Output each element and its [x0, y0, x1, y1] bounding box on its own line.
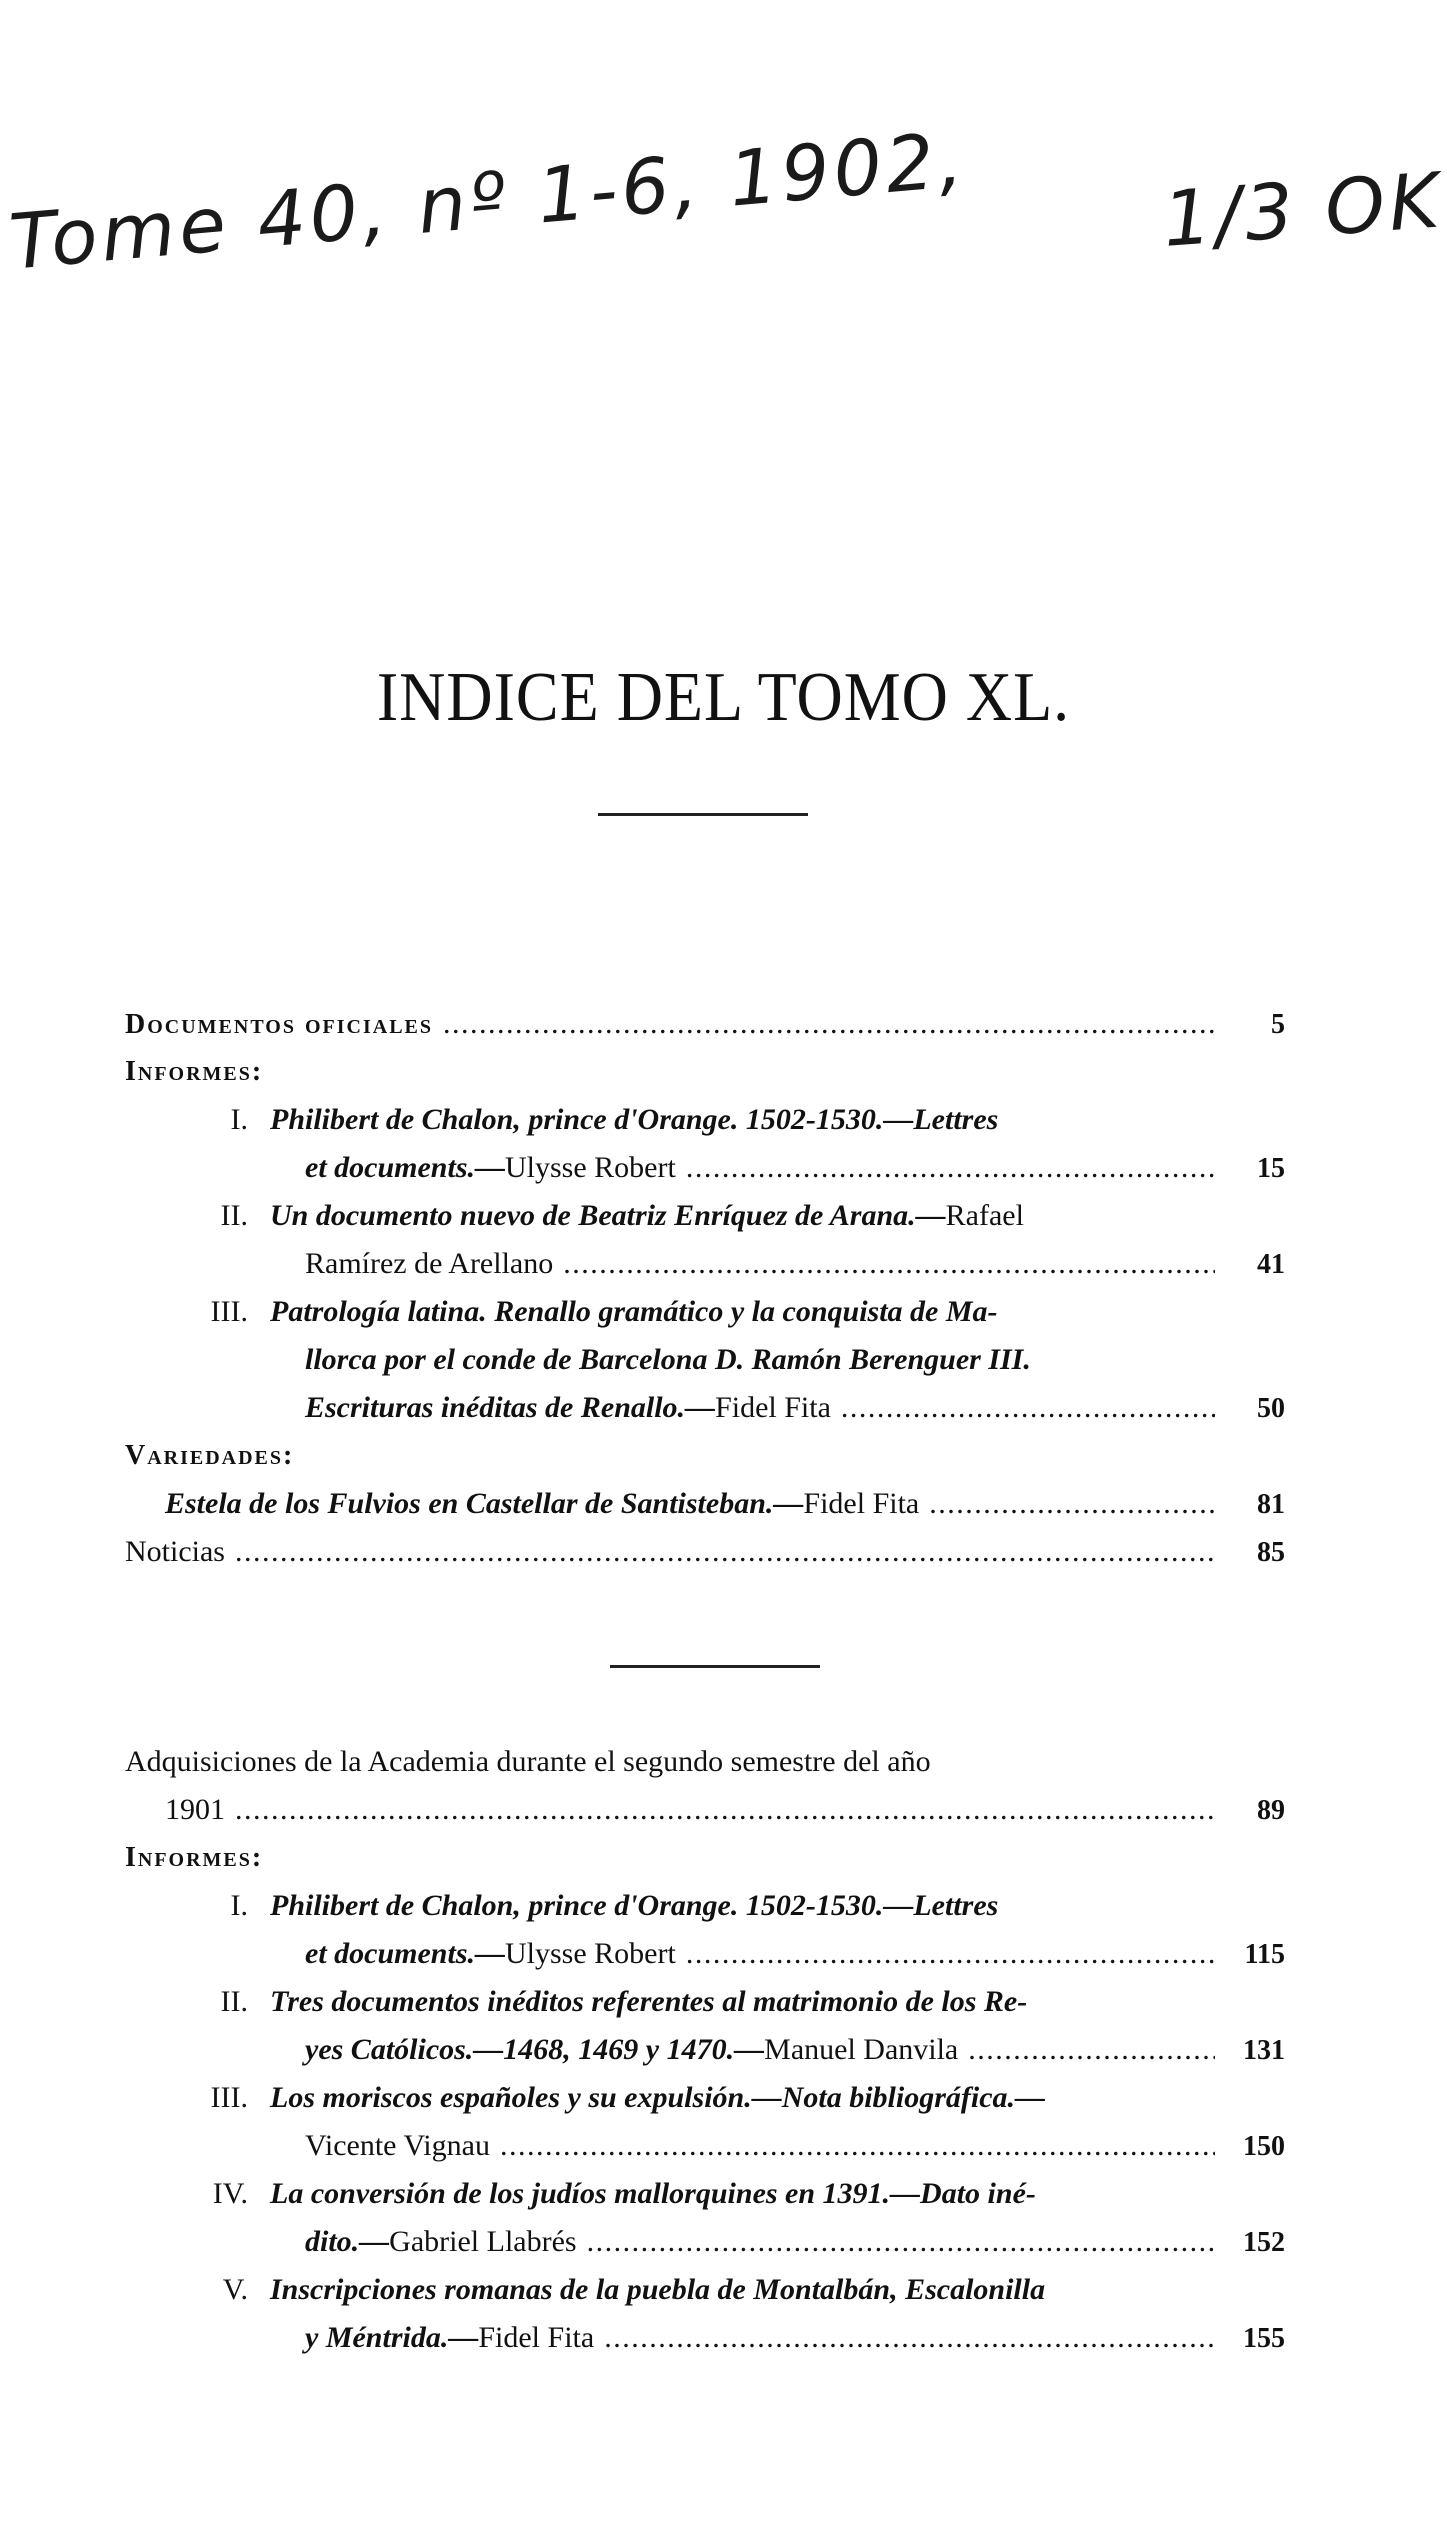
entry-author: Ramírez de Arellano [305, 1247, 554, 1280]
entry-title: Noticias [125, 1535, 225, 1568]
section-divider [610, 1665, 820, 1668]
toc-entry-cont [125, 2218, 1285, 2266]
dot-leader [604, 2314, 1215, 2362]
handwritten-annotation-right: 1/3 OK [1160, 155, 1446, 264]
dot-leader [563, 1240, 1215, 1288]
toc-entry-cont [125, 1930, 1285, 1978]
page-number: 150 [1243, 2131, 1285, 2162]
title-divider [598, 813, 808, 816]
entry-author: Fidel Fita [803, 1487, 920, 1520]
section-label: Variedades: [125, 1440, 295, 1471]
entry-number: I. [230, 1889, 248, 1922]
page-title: INDICE DEL TOMO XL. [376, 657, 1071, 736]
entry-author: Manuel Danvila [764, 2033, 959, 2066]
dot-leader [929, 1480, 1215, 1528]
entry-title: Tres documentos inéditos referentes al matrimonio de los Re- [270, 1985, 1028, 2018]
dot-leader [500, 2122, 1215, 2170]
entry-author: Ulysse Robert [505, 1937, 676, 1970]
entry-number: I. [230, 1103, 248, 1136]
toc-entry [125, 1096, 1285, 1144]
page-number: 5 [1271, 1009, 1285, 1040]
toc-section-1 [125, 1000, 1285, 1576]
toc-section-2 [125, 1738, 1285, 2362]
entry-title: Estela de los Fulvios en Castellar de Santisteban.— [165, 1487, 804, 1520]
toc-entry [125, 1978, 1285, 2026]
page-number: 155 [1243, 2323, 1285, 2354]
entry-title: Adquisiciones de la Academia durante el segundo semestre del año [125, 1745, 931, 1778]
dot-leader [686, 1144, 1215, 1192]
entry-title: La conversión de los judíos mallorquines en 1391.—Dato iné- [270, 2177, 1036, 2210]
dot-leader [841, 1384, 1215, 1432]
toc-entry-cont [125, 2026, 1285, 2074]
toc-entry-cont [125, 1786, 1285, 1834]
toc-entry [125, 2170, 1285, 2218]
entry-author: Rafael [945, 1199, 1024, 1232]
entry-author: Ulysse Robert [505, 1151, 676, 1184]
entry-title: y Méntrida.— [305, 2321, 479, 2354]
entry-title: et documents.— [305, 1151, 505, 1184]
toc-entry-cont [125, 1144, 1285, 1192]
entry-title: 1901 [165, 1793, 225, 1826]
toc-entry-cont [125, 1336, 1285, 1384]
handwritten-annotation-left: Tome 40, nº 1-6, 1902, [6, 114, 970, 287]
entry-number: II. [220, 1985, 248, 2018]
toc-entry [125, 2074, 1285, 2122]
entry-title: Escrituras inéditas de Renallo.— [305, 1391, 716, 1424]
entry-number: II. [220, 1199, 248, 1232]
toc-entry [125, 2266, 1285, 2314]
entry-title: Philibert de Chalon, prince d'Orange. 1502-1530.—Lettres [270, 1103, 999, 1136]
toc-entry-cont [125, 1240, 1285, 1288]
page-number: 85 [1257, 1537, 1285, 1568]
toc-entry-adquisiciones [125, 1738, 1285, 1786]
section-label: Informes: [125, 1842, 264, 1873]
dot-leader [968, 2026, 1215, 2074]
toc-entry-cont [125, 1384, 1285, 1432]
entry-title: et documents.— [305, 1937, 505, 1970]
entry-number: III. [210, 1295, 248, 1328]
toc-entry [125, 1192, 1285, 1240]
dot-leader [443, 1000, 1215, 1048]
toc-entry-cont [125, 2314, 1285, 2362]
page-number: 89 [1257, 1795, 1285, 1826]
page-number: 15 [1257, 1153, 1285, 1184]
toc-entry-documentos [125, 1000, 1285, 1048]
entry-number: III. [210, 2081, 248, 2114]
page-number: 41 [1257, 1249, 1285, 1280]
toc-heading-informes [125, 1048, 1285, 1096]
entry-title: Un documento nuevo de Beatriz Enríquez de Arana.— [270, 1199, 946, 1232]
page-number: 115 [1244, 1939, 1285, 1970]
entry-author: Gabriel Llabrés [389, 2225, 577, 2258]
toc-entry-cont [125, 2122, 1285, 2170]
entry-title: llorca por el conde de Barcelona D. Ramón Berenguer III. [305, 1343, 1031, 1376]
toc-heading-variedades [125, 1432, 1285, 1480]
toc-heading-documentos: Documentos oficiales [125, 1009, 434, 1040]
entry-author: Fidel Fita [478, 2321, 595, 2354]
entry-number: IV. [212, 2177, 248, 2210]
toc-entry-noticias [125, 1528, 1285, 1576]
entry-title: yes Católicos.—1468, 1469 y 1470.— [305, 2033, 765, 2066]
entry-title: Philibert de Chalon, prince d'Orange. 1502-1530.—Lettres [270, 1889, 999, 1922]
entry-title: dito.— [305, 2225, 390, 2258]
page-number: 50 [1257, 1393, 1285, 1424]
page-number: 81 [1257, 1489, 1285, 1520]
dot-leader [587, 2218, 1215, 2266]
entry-title: Los moriscos españoles y su expulsión.—Nota bibliográfica.— [270, 2081, 1046, 2114]
dot-leader [235, 1528, 1215, 1576]
entry-title: Inscripciones romanas de la puebla de Montalbán, Escalonilla [270, 2273, 1046, 2306]
entry-author: Vicente Vignau [305, 2129, 490, 2162]
toc-entry [125, 1882, 1285, 1930]
entry-author: Fidel Fita [715, 1391, 831, 1424]
page-number: 131 [1243, 2035, 1285, 2066]
toc-entry [125, 1480, 1285, 1528]
dot-leader [686, 1930, 1215, 1978]
toc-entry [125, 1288, 1285, 1336]
entry-number: V. [222, 2273, 248, 2306]
dot-leader [235, 1786, 1215, 1834]
page-number: 152 [1243, 2227, 1285, 2258]
entry-title: Patrología latina. Renallo gramático y la conquista de Ma- [270, 1295, 998, 1328]
section-label: Informes: [125, 1056, 264, 1087]
toc-heading-informes [125, 1834, 1285, 1882]
